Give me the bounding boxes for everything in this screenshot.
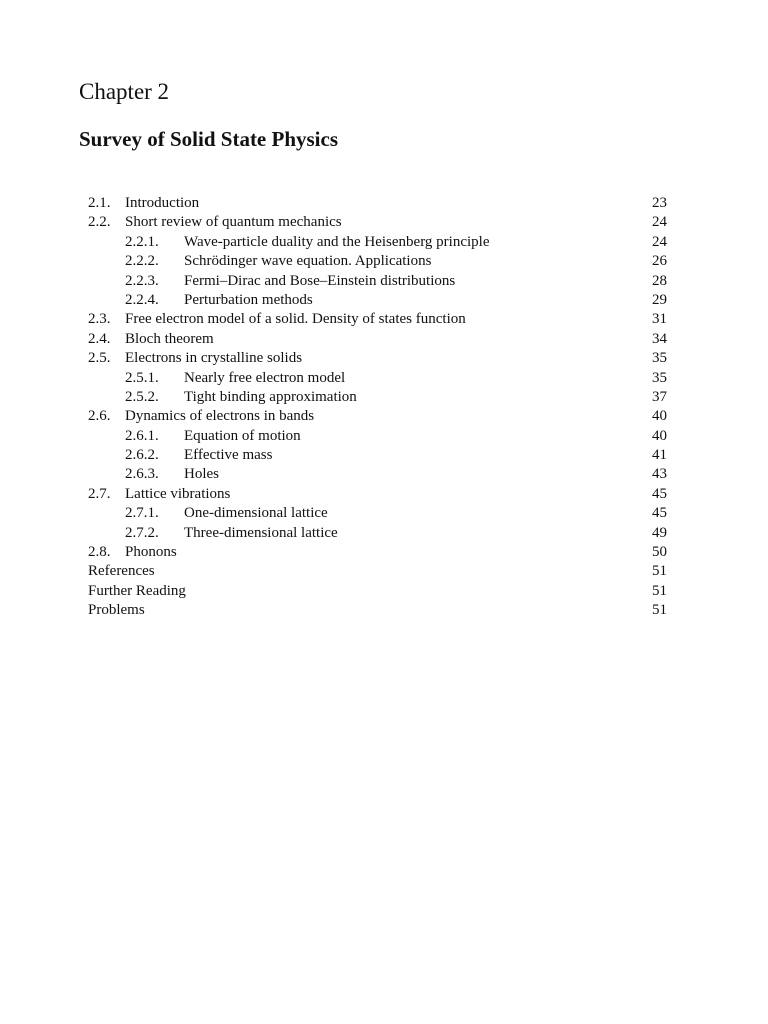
toc-entry [0, 485, 768, 504]
toc-entry-title: Schrödinger wave equation. Applications [184, 253, 432, 270]
toc-entry-number: 2.2.4. [125, 291, 159, 308]
toc-entry-number: 2.2. [88, 214, 111, 231]
toc-entry-number: 2.6.2. [125, 447, 159, 464]
toc-entry-title: Nearly free electron model [184, 369, 346, 386]
toc-entry-page: 51 [652, 602, 667, 619]
toc-entry [0, 562, 768, 581]
toc-entry-number: 2.5.2. [125, 388, 159, 405]
toc-entry [0, 601, 768, 620]
toc-entry-number: 2.6.1. [125, 427, 159, 444]
toc-entry-page: 50 [652, 544, 667, 561]
toc-entry-number: 2.7.2. [125, 524, 159, 541]
toc-entry-title: Lattice vibrations [125, 485, 231, 502]
toc-entry-title: Further Reading [88, 582, 186, 599]
toc-entry [0, 272, 768, 291]
toc-entry-page: 40 [652, 427, 667, 444]
toc-entry-page: 24 [652, 233, 667, 250]
toc-entry-number: 2.4. [88, 330, 111, 347]
toc-entry [0, 543, 768, 562]
toc-entry-page: 49 [652, 524, 667, 541]
toc-entry [0, 213, 768, 232]
toc-entry [0, 233, 768, 252]
toc-entry [0, 582, 768, 601]
toc-entry-page: 51 [652, 582, 667, 599]
toc-entry [0, 504, 768, 523]
toc-entry-number: 2.2.3. [125, 272, 159, 289]
toc-entry-title: Problems [88, 602, 145, 619]
toc-entry-page: 31 [652, 311, 667, 328]
toc-entry-page: 26 [652, 253, 667, 270]
toc-entry [0, 330, 768, 349]
toc-entry [0, 252, 768, 271]
toc-entry-page: 40 [652, 408, 667, 425]
toc-entry-page: 24 [652, 214, 667, 231]
toc-entry-title: Wave-particle duality and the Heisenberg principle [184, 233, 490, 250]
toc-entry [0, 524, 768, 543]
toc-entry [0, 194, 768, 213]
toc-entry-number: 2.6. [88, 408, 111, 425]
toc-entry-page: 45 [652, 485, 667, 502]
toc-entry-title: Three-dimensional lattice [184, 524, 338, 541]
table-of-contents [0, 194, 768, 621]
toc-entry-page: 29 [652, 291, 667, 308]
chapter-title: Survey of Solid State Physics [79, 127, 339, 151]
toc-entry-title: Electrons in crystalline solids [125, 350, 303, 367]
toc-entry-title: Holes [184, 466, 219, 483]
toc-entry [0, 310, 768, 329]
toc-entry-page: 34 [652, 330, 667, 347]
toc-entry-title: Bloch theorem [125, 330, 214, 347]
toc-entry-page: 43 [652, 466, 667, 483]
toc-entry [0, 291, 768, 310]
toc-entry-title: References [88, 563, 155, 580]
toc-entry [0, 407, 768, 426]
toc-entry-number: 2.2.2. [125, 253, 159, 270]
toc-entry-page: 41 [652, 447, 667, 464]
toc-entry-title: Perturbation methods [184, 291, 313, 308]
toc-entry-title: Tight binding approximation [184, 388, 357, 405]
toc-entry-number: 2.7. [88, 485, 111, 502]
toc-entry-title: Phonons [125, 544, 177, 561]
toc-entry-number: 2.6.3. [125, 466, 159, 483]
toc-entry-title: Equation of motion [184, 427, 301, 444]
toc-entry-title: Fermi–Dirac and Bose–Einstein distributions [184, 272, 456, 289]
toc-entry [0, 446, 768, 465]
toc-entry [0, 427, 768, 446]
toc-entry-title: One-dimensional lattice [184, 505, 328, 522]
toc-entry-page: 35 [652, 350, 667, 367]
toc-entry [0, 369, 768, 388]
chapter-label: Chapter 2 [79, 79, 170, 104]
toc-entry-number: 2.8. [88, 544, 111, 561]
toc-entry-page: 37 [652, 388, 667, 405]
toc-entry-page: 28 [652, 272, 667, 289]
toc-entry [0, 349, 768, 368]
toc-entry-number: 2.2.1. [125, 233, 159, 250]
toc-entry-number: 2.5. [88, 350, 111, 367]
toc-entry-title: Dynamics of electrons in bands [125, 408, 315, 425]
toc-entry-title: Effective mass [184, 447, 273, 464]
toc-entry-number: 2.7.1. [125, 505, 159, 522]
toc-entry-page: 45 [652, 505, 667, 522]
toc-entry-page: 23 [652, 195, 667, 211]
toc-entry-title: Free electron model of a solid. Density of states function [125, 311, 466, 328]
toc-entry-title: Short review of quantum mechanics [125, 214, 342, 231]
toc-entry-number: 2.1. [88, 195, 111, 211]
toc-entry-page: 51 [652, 563, 667, 580]
toc-entry [0, 388, 768, 407]
toc-entry-title: Introduction [125, 195, 200, 211]
toc-entry-number: 2.3. [88, 311, 111, 328]
toc-entry [0, 465, 768, 484]
toc-entry-page: 35 [652, 369, 667, 386]
toc-entry-number: 2.5.1. [125, 369, 159, 386]
